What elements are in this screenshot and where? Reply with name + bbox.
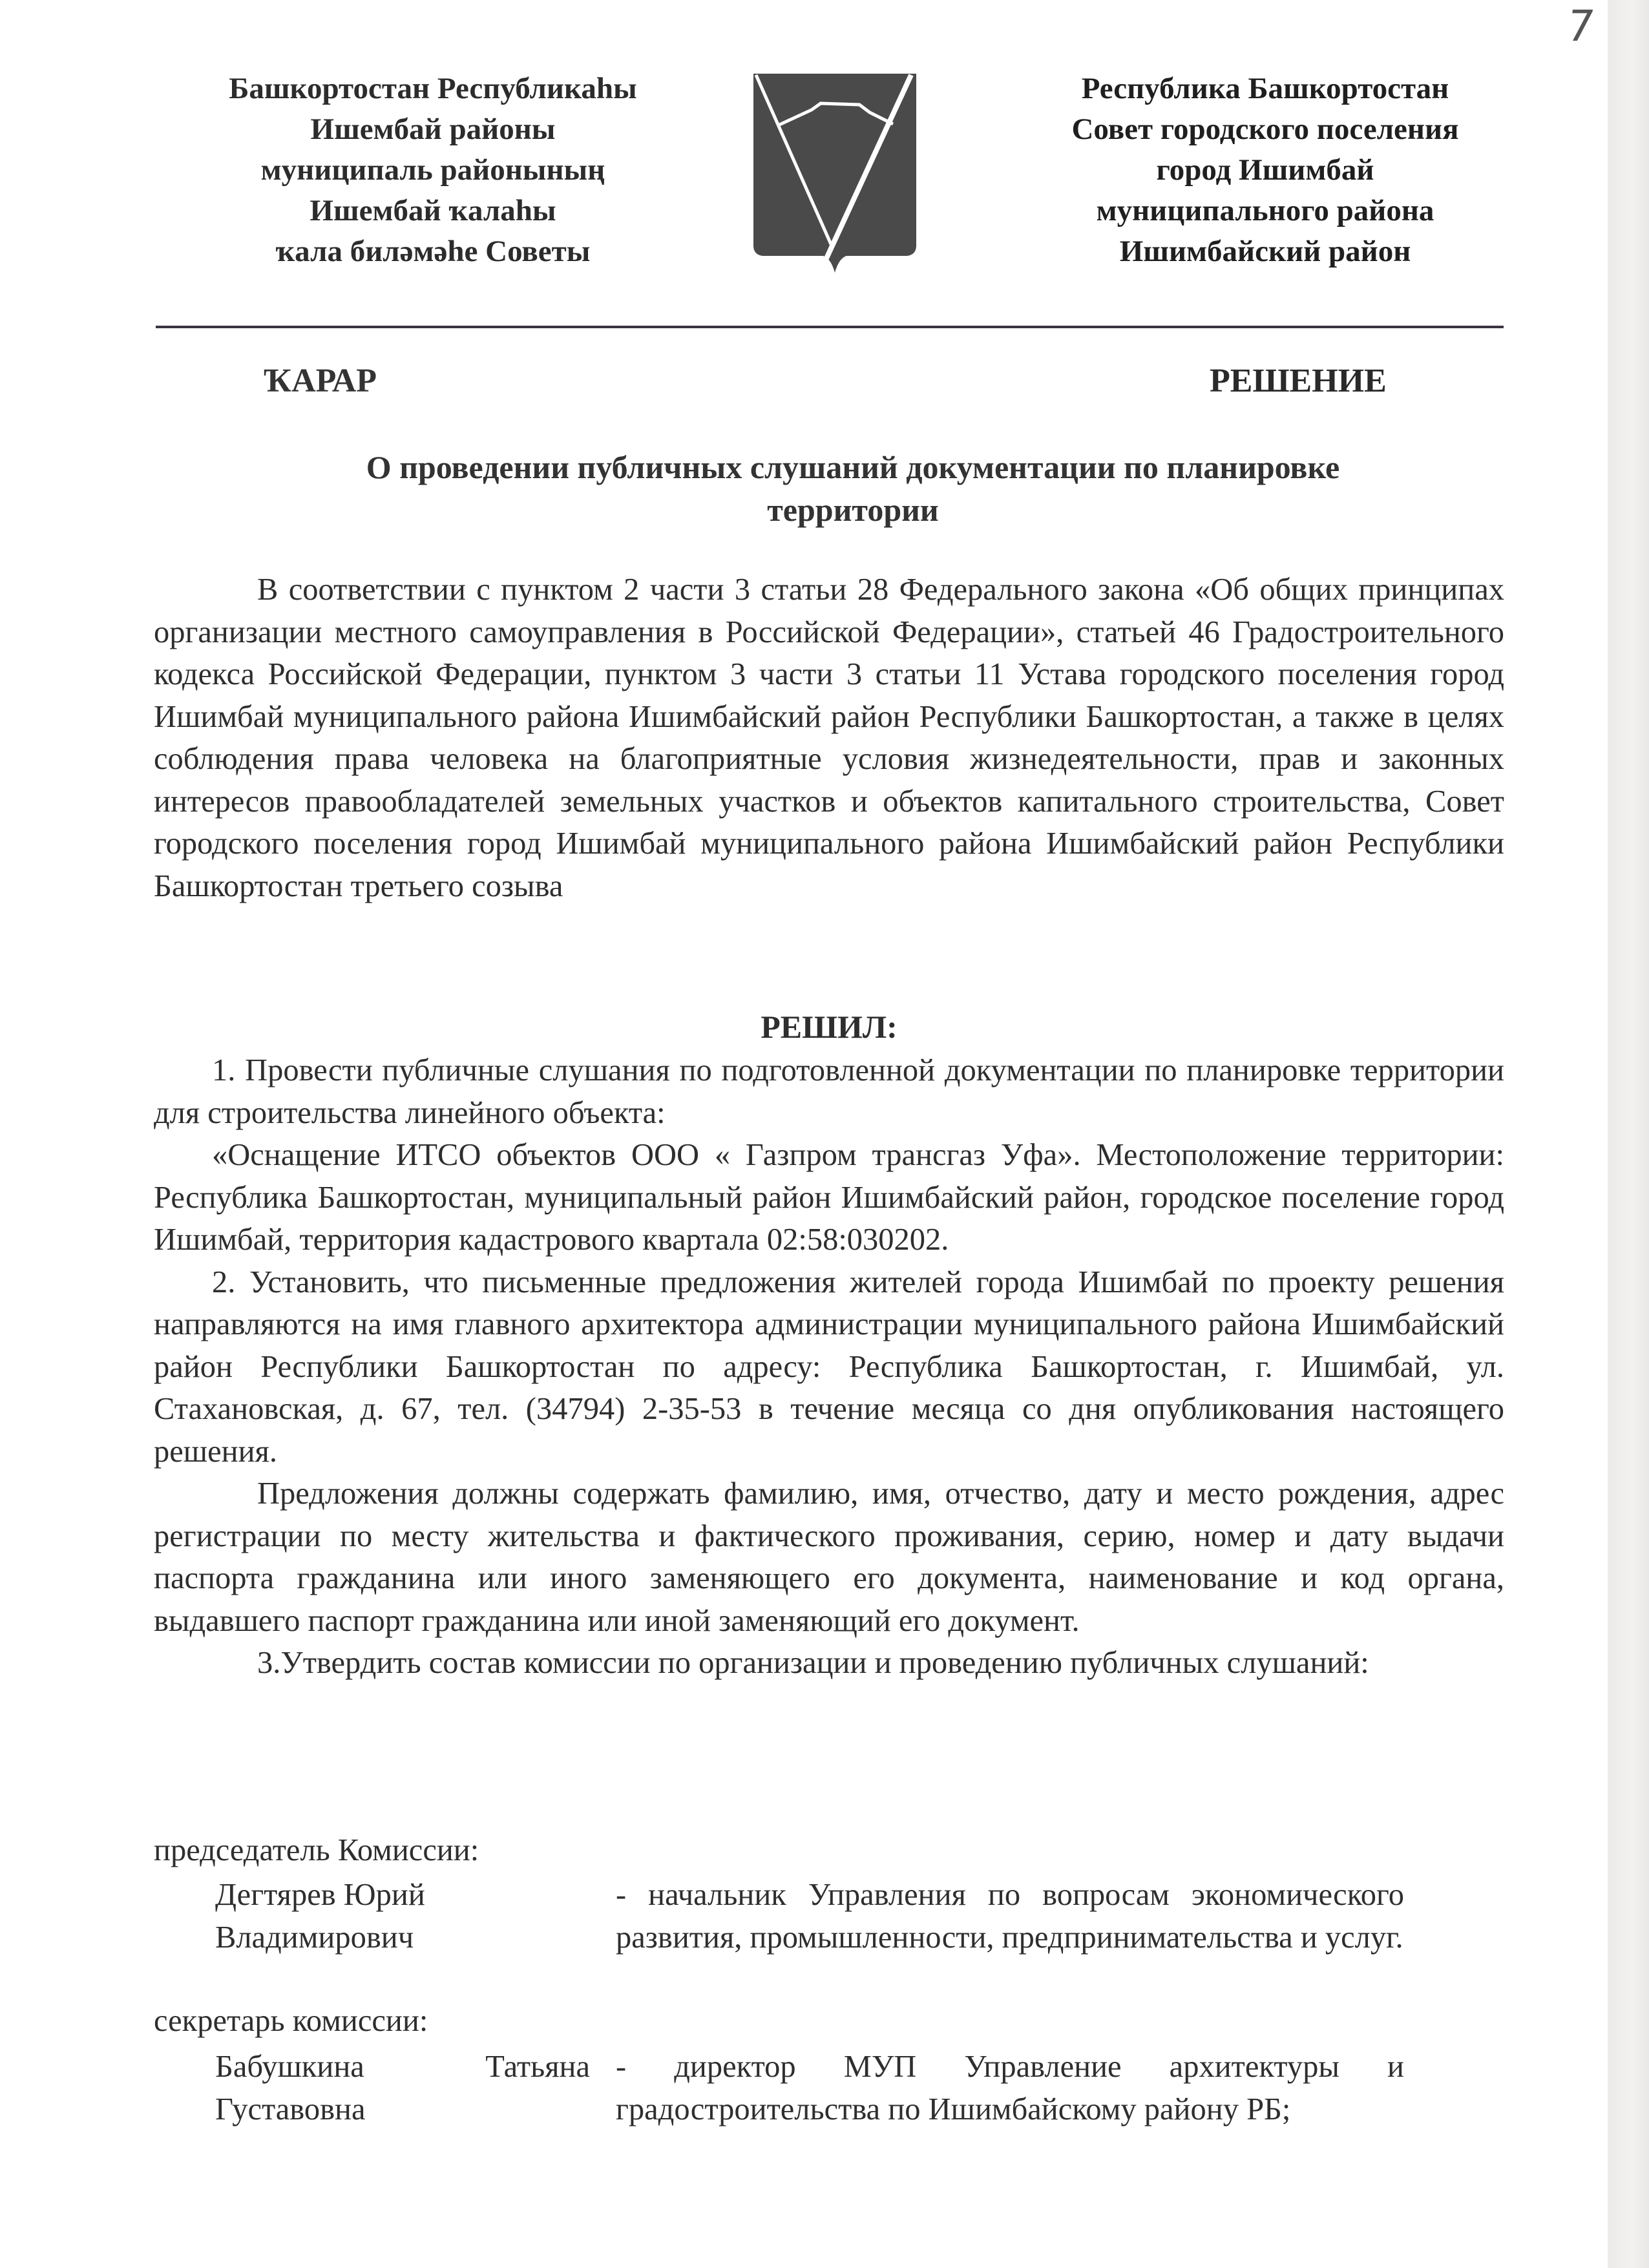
item-2: 2. Установить, что письменные предложения жителей города Ишимбай по проекту решения направляются на имя главного архитектора администрации муниципального района Ишимбайский район Республики Башкортостан по адресу: Республика Башкортостан, г. Ишимбай, ул. Стахановская, д. 67, тел. (34794) 2-35-53 в течение месяца со дня опубликования настоящего решения. — [154, 1265, 1504, 1469]
member-role: - начальник Управления по вопросам экономического развития, промышленности, предпринимательства и услуг. — [616, 1878, 1404, 1955]
header-bashkir-line: Ишембай ҡалаһы — [310, 194, 556, 227]
member-name-line-1: Бабушкина Татьяна — [215, 2050, 590, 2084]
decided-heading: РЕШИЛ: — [761, 1009, 898, 1045]
chair-label: председатель Комиссии: — [154, 1833, 479, 1867]
header-bashkir-line: Ишембай районы — [310, 112, 556, 146]
member-name — [215, 2046, 590, 2130]
preamble-paragraph: В соответствии с пунктом 2 части 3 статьи 28 Федерального закона «Об общих принципах организации местного самоуправления в Российской Федерации», статьей 46 Градостроительного кодекса Российской Федерации, пунктом 3 части 3 статьи 11 Устава городского поселения город Ишимбай муниципального района Ишимбайский район Республики Башкортостан, а также в целях соблюдения права человека на благоприятные условия жизнедеятельности, прав и законных интересов правообладателей земельных участков и объектов капитального строительства, Совет городского поселения город Ишимбай муниципального района Ишимбайский район Республики Башкортостан третьего созыва — [154, 572, 1504, 903]
header-bashkir-line: муниципаль районының — [260, 153, 605, 187]
secretary-label: секретарь комиссии: — [154, 2004, 428, 2038]
coat-of-arms-emblem — [750, 71, 920, 275]
item-1-object: «Оснащение ИТСО объектов ООО « Газпром трансгаз Уфа». Местоположение территории: Республика Башкортостан, муниципальный район Ишимбайский район, городское поселение город Ишимбай, территория кадастрового квартала 02:58:030202. — [154, 1138, 1504, 1257]
document-title — [194, 446, 1512, 531]
header-bashkir-line: Башкортостан Республикаһы — [229, 72, 637, 105]
item-3: 3.Утвердить состав комиссии по организации и проведению публичных слушаний: — [257, 1646, 1369, 1680]
header-russian-line: Ишимбайский район — [1119, 235, 1411, 268]
title-line-1: О проведении публичных слушаний документации по планировке — [366, 449, 1340, 485]
header-divider — [156, 326, 1504, 328]
header-russian-line: муниципального района — [1096, 194, 1434, 227]
header-russian-line: Совет городского поселения — [1071, 112, 1459, 146]
decision-items — [154, 1049, 1504, 1685]
commission-member-chair — [154, 1874, 1504, 2003]
header-bashkir-block — [187, 68, 678, 272]
preamble-block — [154, 569, 1504, 907]
header-russian-line: Республика Башкортостан — [1081, 72, 1449, 105]
doc-type-bashkir: ҠАРАР — [264, 362, 377, 399]
item-1: 1. Провести публичные слушания по подготовленной документации по планировке территории для строительства линейного объекта: — [154, 1053, 1504, 1130]
member-name-line-2: Владимирович — [215, 1920, 414, 1955]
member-name-line-1: Дегтярев Юрий — [215, 1878, 425, 1912]
handwritten-page-number: 7 — [1563, 1, 1598, 51]
header-russian-block — [1020, 68, 1511, 272]
doc-type-russian: РЕШЕНИЕ — [1210, 362, 1387, 399]
header-bashkir-line: ҡала биләмәһе Советы — [275, 235, 591, 268]
title-line-2: территории — [767, 492, 939, 528]
member-role: - директор МУП Управление архитектуры и градостроительства по Ишимбайскому району РБ; — [616, 2050, 1404, 2126]
member-name-line-2: Густавовна — [215, 2092, 366, 2126]
header-russian-line: город Ишимбай — [1156, 153, 1374, 187]
scanner-edge-strip — [1608, 0, 1649, 2268]
member-name — [215, 1874, 590, 1958]
commission-member-secretary — [154, 2046, 1504, 2175]
item-2-requirements: Предложения должны содержать фамилию, имя, отчество, дату и место рождения, адрес регистрации по месту жительства и фактического проживания, серию, номер и дату выдачи паспорта гражданина или иного заменяющего его документа, наименование и код органа, выдавшего паспорт гражданина или иной заменяющий его документ. — [154, 1476, 1504, 1638]
